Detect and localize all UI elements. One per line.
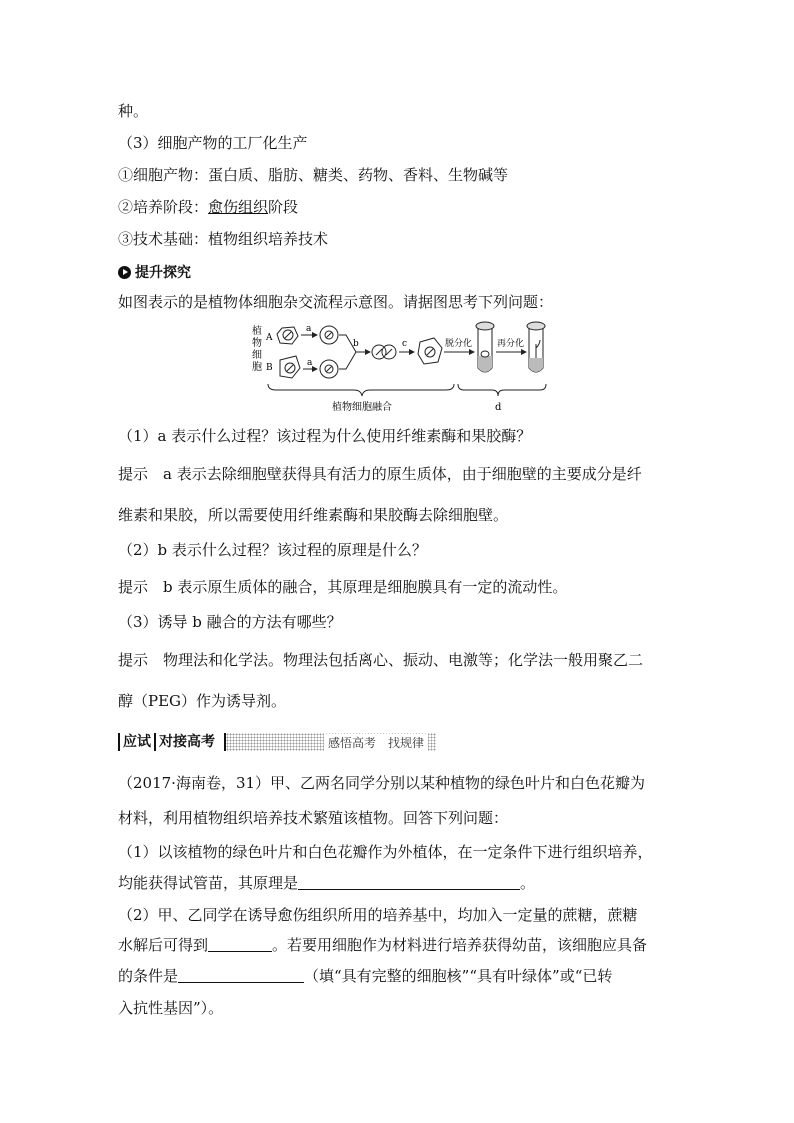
hybrid-cell <box>418 338 442 364</box>
text-segment: 。若要用细胞作为材料进行培养获得幼苗，该细胞应具备 <box>272 936 648 954</box>
answer-blank-3[interactable] <box>178 966 304 983</box>
protoplast-B <box>320 360 338 378</box>
section-title: 提升探究 <box>135 265 191 281</box>
side-label-4: 胞 <box>252 362 262 373</box>
play-circle-icon <box>118 266 131 279</box>
label-b: b <box>353 339 359 349</box>
test-tube-2 <box>527 322 545 372</box>
text-segment: 阶段 <box>268 198 299 216</box>
text-segment: （填“具有完整的细胞核”“具有叶绿体”或“已转 <box>304 967 613 985</box>
side-label-1: 植 <box>252 326 262 337</box>
section-heading <box>118 262 191 282</box>
exam-q2-line-2 <box>118 935 647 955</box>
side-label-2: 物 <box>252 338 262 349</box>
protoplast-A <box>320 326 338 344</box>
text-line: ①细胞产物：蛋白质、脂肪、糖类、药物、香料、生物碱等 <box>118 166 509 184</box>
text-segment: 均能获得试管苗，其原理是 <box>118 874 299 892</box>
exam-q2-line-1: （2）甲、乙同学在诱导愈伤组织所用的培养基中，均加入一定量的蔗糖，蔗糖 <box>118 906 638 924</box>
banner-tag-2: 对接高考 <box>154 733 218 751</box>
test-tube-1 <box>476 322 494 372</box>
cell-B <box>280 356 300 378</box>
answer-blank-2[interactable] <box>208 935 272 952</box>
answer-3-line-2: 醇（PEG）作为诱导剂。 <box>118 692 287 710</box>
cell-A <box>277 327 298 344</box>
text-line: 种。 <box>118 102 149 120</box>
text-segment: ②培养阶段： <box>118 198 209 216</box>
text-segment: 的条件是 <box>118 967 179 985</box>
answer-1-line-2: 维素和果胶，所以需要使用纤维素酶和果胶酶去除细胞壁。 <box>118 506 509 524</box>
answer-1-line-1: 提示 a 表示去除细胞壁获得具有活力的原生质体，由于细胞壁的主要成分是纤 <box>118 465 642 483</box>
plant-cell-hybridization-diagram <box>246 318 552 418</box>
label-A: A <box>266 333 273 343</box>
answer-2: 提示 b 表示原生质体的融合，其原理是细胞膜具有一定的流动性。 <box>118 578 568 596</box>
banner-tag-1: 应试 <box>118 733 154 751</box>
text-line: ③技术基础：植物组织培养技术 <box>118 230 329 248</box>
merge-line <box>339 352 356 369</box>
fusing-protoplasts <box>372 345 396 359</box>
exam-q2-line-4: 入抗性基因”）。 <box>118 999 224 1017</box>
banner-subtitle: 感悟高考 找规律 <box>324 734 428 751</box>
exam-q1-line-2 <box>118 873 535 893</box>
banner-dotted-bar <box>224 733 436 751</box>
side-label-3: 细 <box>252 350 262 361</box>
brace-right-label: d <box>495 402 502 413</box>
brace-right <box>458 384 546 396</box>
label-dedifferentiation: 脱分化 <box>445 339 473 349</box>
label-B: B <box>266 363 273 373</box>
text-line <box>118 197 298 217</box>
exam-banner <box>118 731 436 753</box>
subheading-3: （3）细胞产物的工厂化生产 <box>118 134 308 152</box>
label-a1: a <box>306 324 312 334</box>
question-1: （1）a 表示什么过程？该过程为什么使用纤维素酶和果胶酶？ <box>118 427 532 445</box>
exam-q2-line-3 <box>118 966 612 986</box>
text-segment: 。 <box>520 874 536 892</box>
intro-text: 如图表示的是植物体细胞杂交流程示意图。请据图思考下列问题： <box>118 293 554 311</box>
brace-left-label: 植物细胞融合 <box>332 402 392 413</box>
exam-line-2: 材料，利用植物组织培养技术繁殖该植物。回答下列问题： <box>118 809 509 827</box>
answer-3-line-1: 提示 物理法和化学法。物理法包括离心、振动、电激等；化学法一般用聚乙二 <box>118 651 644 669</box>
question-3: （3）诱导 b 融合的方法有哪些？ <box>118 613 342 631</box>
label-a2: a <box>307 358 313 368</box>
text-segment: 水解后可得到 <box>118 936 209 954</box>
answer-blank-1[interactable] <box>298 873 520 890</box>
question-2: （2）b 表示什么过程？该过程的原理是什么？ <box>118 541 427 559</box>
underlined-term: 愈伤组织 <box>208 198 269 216</box>
exam-q1-line-1: （1）以该植物的绿色叶片和白色花瓣作为外植体，在一定条件下进行组织培养， <box>118 843 653 861</box>
label-c: c <box>402 339 408 349</box>
label-redifferentiation: 再分化 <box>497 339 525 349</box>
brace-left <box>268 384 454 396</box>
exam-line-1: （2017·海南卷，31）甲、乙两名同学分别以某种植物的绿色叶片和白色花瓣为 <box>118 774 646 792</box>
